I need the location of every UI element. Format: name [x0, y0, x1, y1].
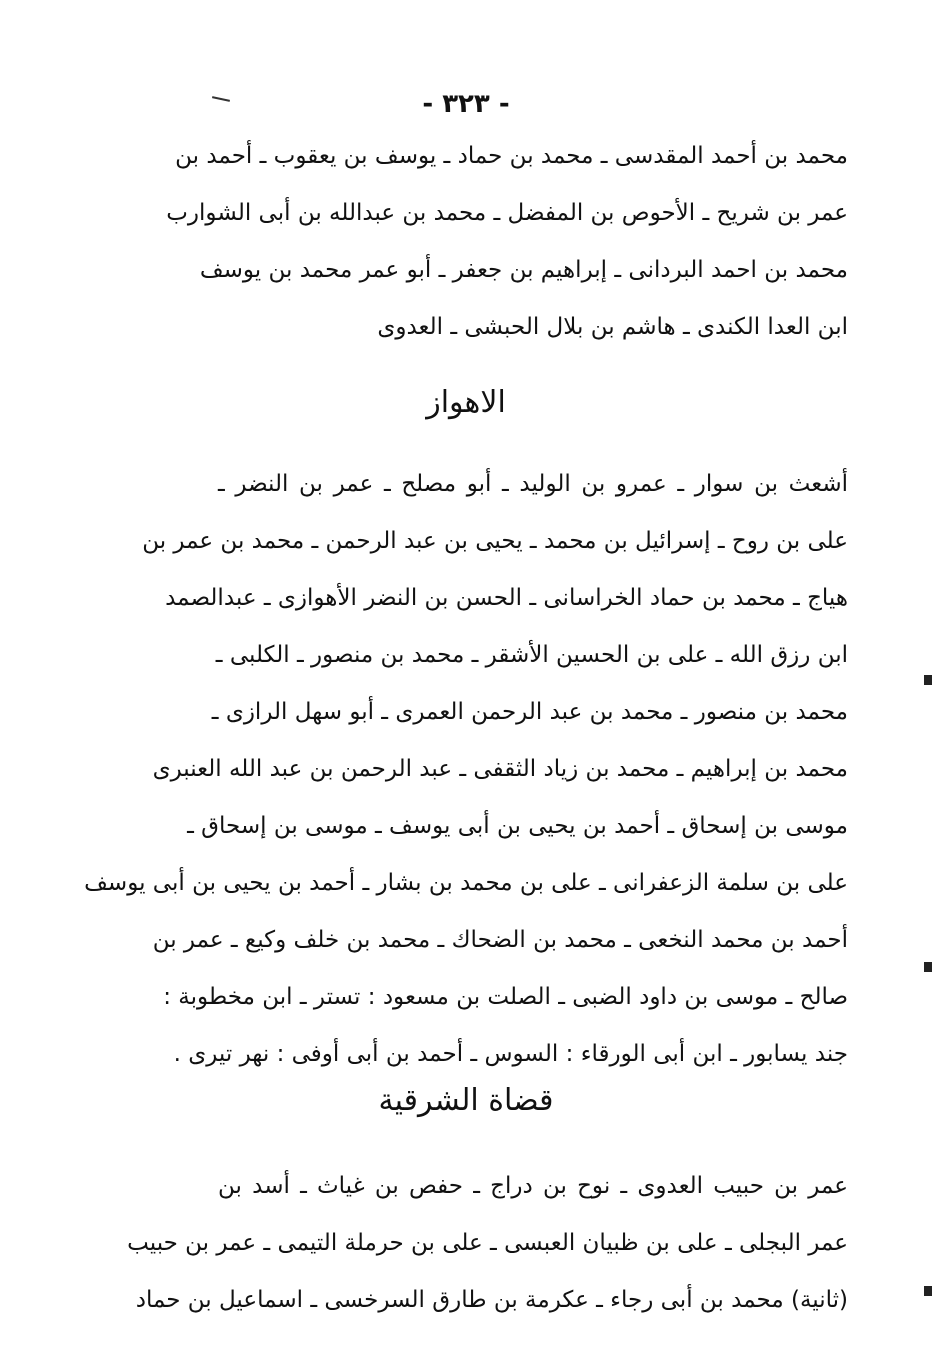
- section-heading-sharqiya: قضاة الشرقية: [378, 1083, 554, 1118]
- scan-mark: [924, 1286, 932, 1296]
- text-line: (ثانية) محمد بن أبى رجاء ـ عكرمة بن طارق السرخسى ـ اسماعيل بن حماد: [135, 1287, 848, 1313]
- text-line: على بن روح ـ إسرائيل بن محمد ـ يحيى بن عبد الرحمن ـ محمد بن عمر بن: [142, 528, 848, 554]
- ahwaz-paragraph: [84, 456, 848, 1083]
- text-line: ابن العدا الكندى ـ هاشم بن بلال الحبشى ـ العدوى: [377, 314, 848, 340]
- text-line: أحمد بن محمد النخعى ـ محمد بن الضحاك ـ محمد بن خلف وكيع ـ عمر بن: [152, 927, 848, 953]
- text-line: على بن سلمة الزعفرانى ـ على بن محمد بن بشار ـ أحمد بن يحيى بن أبى يوسف: [84, 870, 848, 896]
- text-line: محمد بن احمد البردانى ـ إبراهيم بن جعفر ـ أبو عمر محمد بن يوسف: [199, 257, 848, 283]
- text-line: صالح ـ موسى بن داود الضبى ـ الصلت بن مسعود : تستر ـ ابن مخطوبة :: [163, 984, 848, 1010]
- section-heading-ahwaz: الاهواز: [426, 385, 506, 420]
- text-line: محمد بن منصور ـ محمد بن عبد الرحمن العمرى ـ أبو سهل الرازى ـ: [211, 699, 848, 725]
- text-line: موسى بن إسحاق ـ أحمد بن يحيى بن أبى يوسف ـ موسى بن إسحاق ـ: [187, 813, 848, 839]
- text-line: أشعث بن سوار ـ عمرو بن الوليد ـ أبو مصلح ـ عمر بن النضر ـ: [218, 471, 848, 497]
- text-line: عمر البجلى ـ على بن ظبيان العبسى ـ على بن حرملة التيمى ـ عمر بن حبيب: [127, 1230, 848, 1256]
- scan-mark: [924, 675, 932, 685]
- text-line: هياج ـ محمد بن حماد الخراسانى ـ الحسن بن النضر الأهوازى ـ عبدالصمد: [165, 585, 848, 611]
- text-line: محمد بن أحمد المقدسى ـ محمد بن حماد ـ يوسف بن يعقوب ـ أحمد بن: [175, 143, 848, 169]
- scan-mark: [924, 962, 932, 972]
- intro-paragraph: [166, 128, 848, 356]
- text-line: جند يسابور ـ ابن أبى الورقاء : السوس ـ أحمد بن أبى أوفى : نهر تيرى .: [173, 1041, 848, 1067]
- text-line: ابن رزق الله ـ على بن الحسين الأشقر ـ محمد بن منصور ـ الكلبى ـ: [215, 642, 848, 668]
- page-number: - ٣٢٣ -: [422, 89, 510, 119]
- text-line: عمر بن حبيب العدوى ـ نوح بن دراج ـ حفص بن غياث ـ أسد بن: [218, 1173, 848, 1199]
- text-line: عمر بن شريح ـ الأحوص بن المفضل ـ محمد بن عبدالله بن أبى الشوارب: [166, 200, 848, 226]
- text-line: محمد بن إبراهيم ـ محمد بن زياد الثقفى ـ عبد الرحمن بن عبد الله العنبرى: [152, 756, 848, 782]
- sharqiya-paragraph: [127, 1158, 848, 1329]
